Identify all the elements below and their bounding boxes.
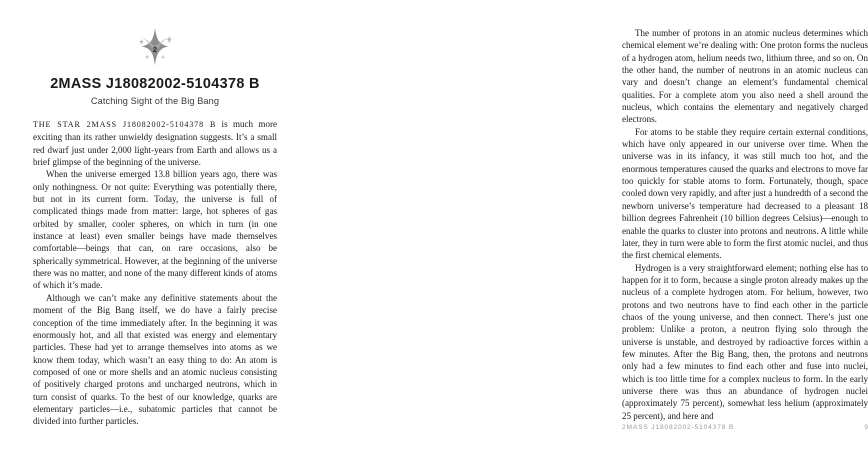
left-page <box>0 0 300 450</box>
footer-running-title: 2MASS J18082002-5104378 B <box>622 424 735 431</box>
paragraph-text: is much more exciting than its rather unwieldy designation suggests. It’s a small red dwarf just under 2,000 light-years from Earth and allows us a brief glimpse of the beginning of the universe. <box>33 119 277 168</box>
page-number: 9 <box>864 424 868 431</box>
chapter-number: 2 <box>152 45 158 54</box>
left-column-body <box>33 118 277 428</box>
opening-small-caps: THE STAR 2MASS J18082002-5104378 B <box>33 120 217 129</box>
chapter-subtitle: Catching Sight of the Big Bang <box>90 96 220 106</box>
running-footer <box>622 424 868 431</box>
paragraph: Hydrogen is a very straightforward element; nothing else has to happen for it to form, because a single proton already makes up the nucleus of a complete hydrogen atom. For helium, however, two protons and two neutrons have to find each other in the particle chaos of the young universe, and then connect. There’s just one problem: Unlike a proton, a neutron flying solo through the universe is unstable, and destroyed by radioactive forces within a few minutes. After the Big Bang, then, the protons and neutrons only had a few minutes to find each other and fuse into nuclei, which is too little time for a complex nucleus to form. In the early universe there was thus an abundance of hydrogen nuclei (approximately 75 percent), somewhat less helium (approximately 25 percent), and here and <box>622 262 868 421</box>
right-page <box>300 0 868 450</box>
right-column-body <box>622 27 868 422</box>
chapter-opener <box>33 26 277 106</box>
chapter-title: 2MASS J18082002-5104378 B <box>50 76 260 92</box>
paragraph <box>33 118 277 168</box>
paragraph: The number of protons in an atomic nucleus determines which chemical element we’re dealing with: One proton forms the nucleus of a hydrogen atom, helium needs two, lithium three, and so on. On the other hand, the number of neutrons in an atomic nucleus can vary and doesn’t change an element’s fundamental chemical qualities. For a complete atom you also need a shell around the nucleus, which contains the elementary and negatively charged electrons. <box>622 28 868 125</box>
four-pointed-sparkle-star-icon <box>132 26 178 72</box>
paragraph: For atoms to be stable they require certain external conditions, which have only appeared in our universe over time. When the universe was in its infancy, it was still much too hot, and the enormous temperatures caused the quarks and electrons to move far too quickly for stable atoms to form. Fortunately, though, space cooled down very rapidly, and after just a hundredth of a second the newborn universe’s temperature had decreased to a pleasant 18 billion degrees Fahrenheit (10 billion degrees Celsius)—enough to enable the quarks to cluster into protons and neutrons. A little while later, they in turn were able to form the first atomic nuclei, and thus the first chemical elements. <box>622 126 868 261</box>
paragraph: When the universe emerged 13.8 billion years ago, there was only nothingness. Or not quite: Everything was potentially there, but not in its current form. Today, the universe is full of complicated things made from matter: large, hot spheres of gas orbited by smaller, cooler spheres, on which in turn (in one instance at least) even smaller beings have made themselves comfortable—beings that can, on rare occasions, also be spherically symmetrical. However, at the beginning of the universe there was no matter, and none of the many different kinds of atoms of which it’s made. <box>33 169 277 291</box>
paragraph: Although we can’t make any definitive statements about the moment of the Big Bang itself, we do have a fairly precise conception of the time immediately after. In the beginning it was enormously hot, and all that existed was energy and elementary particles. These had yet to arrange themselves into atoms as we know them today, which wasn’t an easy thing to do: An atom is composed of one or more shells and an atomic nucleus consisting of positively charged protons and uncharged neutrons, which in turn consist of quarks. To the best of our knowledge, quarks are elementary particles—i.e., subatomic particles that cannot be divided into further particles. <box>33 292 277 427</box>
